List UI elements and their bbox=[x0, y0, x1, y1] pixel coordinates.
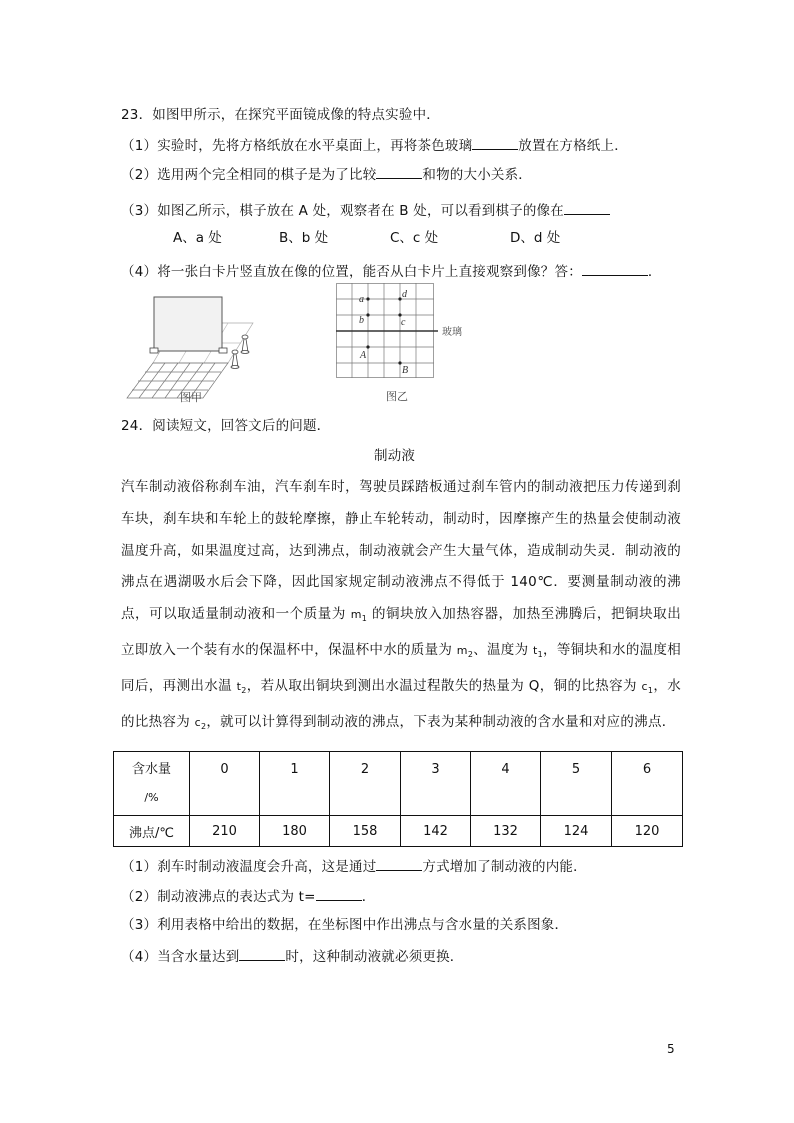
glass-stand-right bbox=[219, 348, 227, 353]
figure-jia bbox=[115, 285, 280, 403]
table-cell: 3 bbox=[401, 752, 471, 816]
glass-label: 玻璃 bbox=[442, 327, 462, 338]
table-cell: 4 bbox=[471, 752, 541, 816]
q23-part4-text-before: （4）将一张白卡片竖直放在像的位置，能否从白卡片上直接观察到像？答： bbox=[121, 264, 582, 280]
article-text-3: 、温度为 bbox=[473, 642, 533, 659]
figure-jia-caption: 图甲 bbox=[180, 391, 202, 404]
table-cell: 132 bbox=[471, 816, 541, 847]
glass-plate bbox=[154, 297, 222, 351]
article-title: 制动液 bbox=[374, 448, 416, 464]
table-cell: 0 bbox=[190, 752, 260, 816]
table-header-water-content: 含水量 /% bbox=[114, 752, 190, 816]
q24-part4-text-before: （4）当含水量达到 bbox=[121, 949, 240, 965]
table-header-boiling-point: 沸点/℃ bbox=[114, 816, 190, 847]
q23-part1-text-after: 放置在方格纸上． bbox=[518, 138, 628, 154]
q23-option-d: D、d 处 bbox=[510, 230, 561, 246]
q23-part1 bbox=[121, 135, 628, 155]
q23-part4 bbox=[121, 261, 662, 281]
point-b bbox=[366, 313, 369, 316]
q23-option-b: B、b 处 bbox=[279, 230, 329, 246]
var-c1: $c_1$ bbox=[641, 680, 654, 696]
q23-part3-text: （3）如图乙所示，棋子放在 A 处，观察者在 B 处，可以看到棋子的像在 bbox=[121, 203, 564, 219]
article-body bbox=[121, 472, 681, 743]
var-m1: $m_1$ bbox=[350, 608, 368, 624]
page-number: 5 bbox=[667, 1042, 675, 1056]
var-t2: $t_2$ bbox=[236, 680, 247, 696]
var-m2: $m_2$ bbox=[456, 644, 474, 660]
label-c: c bbox=[401, 317, 406, 328]
q24-part4 bbox=[121, 946, 464, 966]
figure-yi-caption: 图乙 bbox=[386, 390, 408, 403]
article-text-4: ，等铜块和水的温度相同后，再测出水温 bbox=[121, 642, 682, 695]
q24-part4-text-after: 时，这种制动液就必须更换． bbox=[285, 949, 464, 965]
article-text-5: ，若从取出铜块到测出水温过程散失的热量为 Q，铜的比热容为 bbox=[246, 678, 642, 695]
q24-part2-text-after: ． bbox=[361, 889, 376, 905]
q23-title: 23．如图甲所示，在探究平面镜成像的特点实验中． bbox=[121, 107, 440, 123]
q24-title: 24．阅读短文，回答文后的问题． bbox=[121, 418, 331, 434]
q24-part1-text-after: 方式增加了制动液的内能． bbox=[422, 859, 587, 875]
chess-piece-back bbox=[241, 335, 249, 354]
table-cell: 5 bbox=[541, 752, 612, 816]
article-text-2: 的铜块放入加热容器，加热至沸腾后，把铜块取出立即放入一个装有水的保温杯中，保温杯中水的质量为 bbox=[121, 606, 681, 659]
q24-part3: （3）利用表格中给出的数据，在坐标图中作出沸点与含水量的关系图象． bbox=[121, 917, 569, 933]
q24-part1-blank bbox=[376, 856, 422, 871]
table-cell: 120 bbox=[612, 816, 683, 847]
q24-part2 bbox=[121, 886, 375, 906]
table-cell: 142 bbox=[401, 816, 471, 847]
table-cell: 210 bbox=[190, 816, 260, 847]
glass-stand-left bbox=[150, 348, 158, 353]
figure-yi bbox=[336, 283, 476, 383]
q23-part3-blank bbox=[564, 200, 610, 215]
q24-part1-text-before: （1）刹车时制动液温度会升高，这是通过 bbox=[121, 859, 377, 875]
table-row-boiling-point bbox=[114, 816, 683, 847]
q23-part2-blank bbox=[376, 164, 422, 179]
table-cell: 1 bbox=[260, 752, 330, 816]
table-cell: 124 bbox=[541, 816, 612, 847]
table-cell: 6 bbox=[612, 752, 683, 816]
point-A bbox=[366, 345, 369, 348]
q23-part2 bbox=[121, 164, 532, 184]
q23-option-c: C、c 处 bbox=[390, 230, 439, 246]
q23-part1-text-before: （1）实验时，先将方格纸放在水平桌面上，再将茶色玻璃 bbox=[121, 138, 473, 154]
q23-part3 bbox=[121, 200, 610, 220]
label-B: B bbox=[402, 365, 409, 376]
q24-part4-blank bbox=[239, 946, 285, 961]
label-a: a bbox=[359, 294, 364, 305]
boiling-point-table bbox=[113, 751, 683, 847]
chess-piece-front bbox=[231, 350, 239, 369]
q23-part2-text-before: （2）选用两个完全相同的棋子是为了比较 bbox=[121, 167, 377, 183]
article-text-1: 汽车制动液俗称刹车油，汽车刹车时，驾驶员踩踏板通过刹车管内的制动液把压力传递到刹车块，刹车块和车轮上的鼓轮摩擦，静止车轮转动，制动时，因摩擦产生的热量会使制动液温度升高，如果温度过高，达到沸点，制动液就会产生大量气体，造成制动失灵．制动液的沸点在遇湖吸水后会下降，因此国家规定制动液沸点不得低于 140℃．要测量制动液的沸点，可以取适量制动液和一个质量为 bbox=[121, 479, 681, 623]
article-text-7: ，就可以计算得到制动液的沸点，下表为某种制动液的含水量和对应的沸点． bbox=[206, 714, 676, 731]
q23-part4-text-after: ． bbox=[647, 264, 662, 280]
table-cell: 2 bbox=[330, 752, 401, 816]
table-cell: 180 bbox=[260, 816, 330, 847]
q24-part2-text-before: （2）制动液沸点的表达式为 t= bbox=[121, 889, 316, 905]
table-row-water-content bbox=[114, 752, 683, 816]
q23-part2-text-after: 和物的大小关系． bbox=[422, 167, 532, 183]
q24-part1 bbox=[121, 856, 587, 876]
label-A: A bbox=[360, 350, 367, 361]
var-t1: $t_1$ bbox=[533, 644, 544, 660]
q23-option-a: A、a 处 bbox=[173, 230, 222, 246]
article-text-6: ，水的比热容为 bbox=[121, 678, 681, 731]
label-b: b bbox=[359, 315, 364, 326]
label-d: d bbox=[402, 289, 407, 300]
point-a bbox=[366, 297, 369, 300]
q24-part2-blank bbox=[316, 886, 362, 901]
table-cell: 158 bbox=[330, 816, 401, 847]
q23-part1-blank bbox=[472, 135, 518, 150]
q23-part4-blank bbox=[582, 261, 648, 276]
var-c2: $c_2$ bbox=[194, 716, 207, 732]
